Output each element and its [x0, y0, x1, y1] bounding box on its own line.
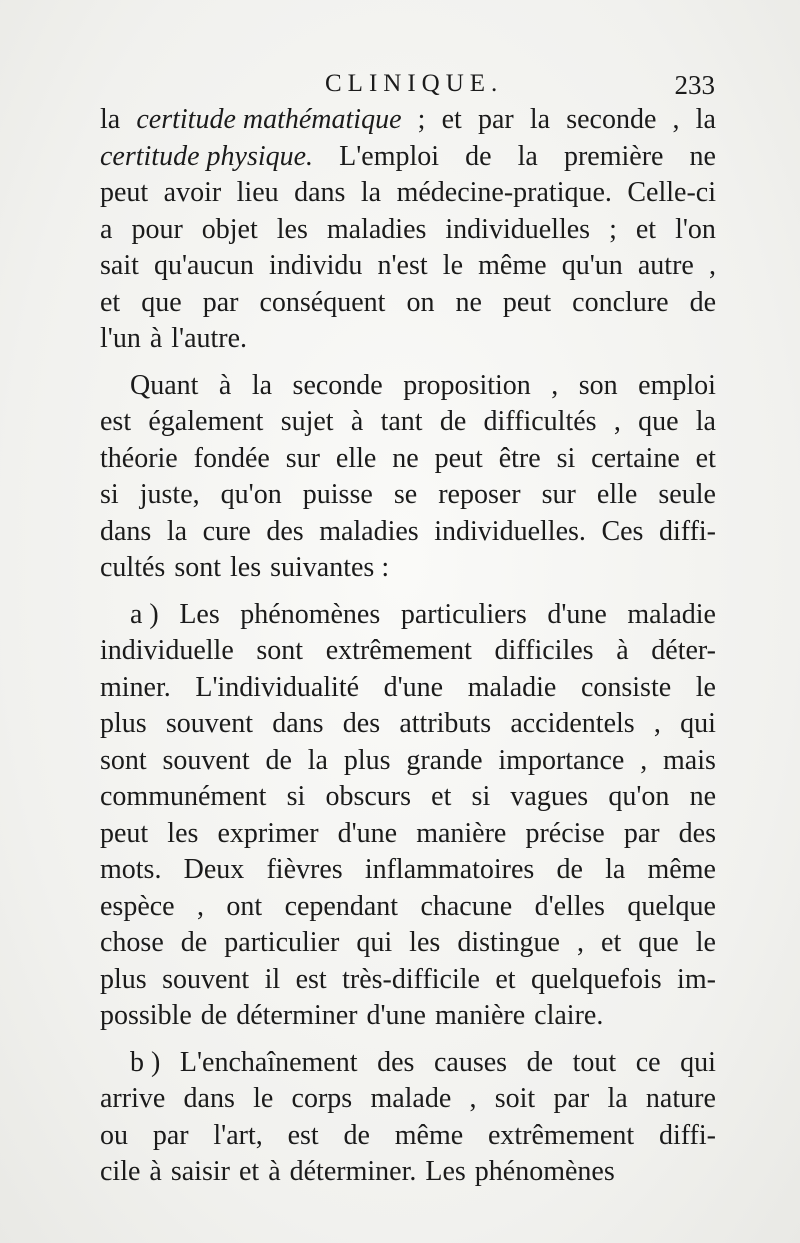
word: la: [307, 744, 328, 776]
word: accidentels: [510, 708, 635, 739]
word: souvent: [162, 963, 250, 995]
word: et: [495, 963, 516, 995]
word: de: [689, 286, 716, 318]
word: autre: [637, 250, 694, 281]
word: n'est: [377, 250, 428, 281]
word: ont: [226, 890, 263, 922]
text-line: [100, 633, 716, 670]
word: déter-: [651, 635, 716, 666]
word: soit: [494, 1083, 536, 1114]
text-line: [100, 1081, 716, 1118]
word: ,: [653, 708, 661, 739]
word: particulier: [224, 927, 340, 958]
word: également: [148, 406, 264, 437]
word: qui: [680, 708, 716, 739]
word: médecine-pratique.: [396, 177, 612, 208]
word: Les: [179, 598, 220, 630]
word: seule: [658, 479, 716, 510]
word: suivantes :: [270, 552, 390, 583]
word: fièvres: [266, 854, 343, 885]
word: si: [471, 781, 491, 812]
word: que: [638, 406, 679, 437]
word: dans: [272, 708, 324, 739]
word: de: [265, 744, 292, 776]
word: par: [202, 286, 239, 318]
word: et: [238, 1156, 260, 1187]
word: dans: [183, 1083, 235, 1114]
word: sait: [100, 250, 139, 281]
word: phénomènes: [240, 598, 381, 630]
text-line: [100, 1045, 716, 1082]
word: la: [166, 515, 188, 547]
text-line: [100, 477, 716, 514]
page-number: 233: [674, 70, 715, 100]
word: cultés: [100, 552, 166, 583]
word: maladies: [319, 515, 419, 547]
word: et: [441, 104, 462, 135]
word: de: [343, 1119, 370, 1151]
word: cure: [202, 515, 251, 547]
word: à: [616, 635, 629, 666]
text-line: [100, 175, 716, 212]
word: la: [517, 140, 538, 172]
word: maladie: [467, 671, 557, 703]
word: phénomènes: [474, 1156, 615, 1187]
word: Quant: [130, 369, 199, 401]
word: la: [100, 104, 121, 135]
word: souvent: [165, 708, 254, 739]
word: des: [342, 708, 381, 739]
word: par: [553, 1083, 590, 1114]
word: ,: [672, 104, 680, 135]
word: plus: [100, 963, 147, 995]
word: est: [295, 963, 327, 995]
word: Ces: [601, 515, 644, 547]
word: grande: [406, 744, 483, 776]
word: plus: [343, 744, 391, 776]
word: juste,: [139, 479, 200, 510]
word: ne: [392, 442, 419, 474]
word: qu'aucun: [154, 250, 254, 281]
word: déterminer: [236, 1000, 358, 1031]
word: peut: [502, 286, 552, 318]
text-line: [100, 102, 716, 139]
word: Deux: [183, 854, 245, 885]
word: et: [695, 442, 716, 474]
word: d'une: [366, 1000, 426, 1031]
text-line: [100, 441, 716, 478]
word: les: [230, 552, 262, 583]
word: l'art,: [213, 1119, 263, 1151]
text-line: [100, 962, 716, 999]
word: ne: [689, 781, 716, 812]
word: ,: [469, 1083, 477, 1114]
word: lieu: [236, 177, 279, 208]
word: ;: [417, 104, 426, 135]
word: le: [695, 927, 716, 958]
word: maladies: [326, 213, 427, 245]
word: se: [393, 479, 418, 510]
word: l'autre.: [171, 323, 248, 354]
word: chose: [100, 927, 164, 958]
word: quelque: [627, 890, 716, 922]
word: puisse: [302, 479, 373, 510]
word: que: [141, 286, 182, 318]
word: cependant: [284, 890, 399, 922]
word: individuelle: [100, 635, 234, 666]
word: b ): [130, 1046, 161, 1078]
word: si: [286, 781, 306, 812]
text-line: [100, 670, 716, 707]
word: Celle-ci: [627, 177, 716, 208]
body-text: [100, 102, 716, 1191]
word: être: [498, 442, 541, 474]
word: tant: [380, 406, 423, 437]
word: distingue: [457, 927, 560, 958]
text-line: [100, 1154, 716, 1191]
word: l'on: [675, 213, 716, 245]
word: objet: [201, 213, 258, 245]
word: le: [695, 671, 716, 703]
word: peut: [434, 442, 483, 474]
word: quelquefois: [531, 963, 662, 995]
text-line: [100, 779, 716, 816]
word: maladie: [627, 598, 716, 630]
word: même: [478, 250, 547, 281]
word: plus: [100, 708, 147, 739]
word: les: [276, 213, 308, 245]
word: ;: [609, 213, 617, 245]
word: la: [251, 369, 273, 401]
word: emploi: [638, 369, 716, 401]
word: des: [377, 1046, 415, 1078]
word: la: [695, 104, 716, 135]
word: ,: [551, 369, 559, 401]
word: exprimer: [217, 817, 319, 849]
text-line: [100, 139, 716, 176]
text-line: [100, 998, 716, 1035]
word: à: [218, 369, 232, 401]
word: malade: [370, 1083, 452, 1114]
text-line: [100, 550, 716, 587]
word: diffi-: [658, 515, 716, 547]
word: ,: [197, 890, 204, 922]
word: elle: [335, 442, 377, 474]
text-line: [100, 514, 716, 551]
word: peut: [100, 817, 149, 849]
word: possible: [100, 1000, 192, 1031]
word: sur: [541, 479, 576, 510]
word: qu'un: [561, 250, 623, 281]
word: L'enchaînement: [179, 1046, 358, 1078]
text-line: [100, 404, 716, 441]
word: sujet: [280, 406, 334, 437]
paragraph: [100, 597, 716, 1035]
word: sont: [256, 635, 304, 666]
word: que: [638, 927, 679, 958]
word: ,: [640, 744, 648, 776]
word: obscurs: [325, 781, 411, 812]
word: qui: [356, 927, 393, 958]
text-line: [100, 816, 716, 853]
word: certaine: [591, 442, 680, 474]
word: a: [100, 213, 113, 245]
word: ce: [635, 1046, 661, 1078]
word: peut: [100, 177, 149, 208]
word: fondée: [193, 442, 270, 474]
paragraph: [100, 1045, 716, 1191]
word: si: [100, 479, 119, 510]
word: et: [601, 927, 622, 958]
word: diffi-: [658, 1119, 716, 1151]
word: ne: [689, 140, 716, 172]
word: individuelles: [445, 213, 591, 245]
word: il: [264, 963, 281, 995]
word: si: [556, 442, 576, 474]
word: et: [635, 213, 657, 245]
word: de: [556, 854, 583, 885]
word: à: [268, 1156, 281, 1187]
word: est: [100, 406, 132, 437]
word: mots.: [100, 854, 162, 885]
word: dans: [294, 177, 346, 208]
word: mais: [663, 744, 716, 776]
word: saisir: [170, 1156, 230, 1187]
word: manière: [416, 817, 507, 849]
word: certitude mathématique: [136, 104, 402, 135]
word: les: [409, 927, 441, 958]
text-line: [100, 852, 716, 889]
word: de: [439, 406, 467, 437]
word: souvent: [162, 744, 250, 776]
word: im-: [677, 963, 716, 995]
text-line: [100, 743, 716, 780]
paragraph: [100, 102, 716, 358]
word: difficultés: [483, 406, 597, 437]
text-line: [100, 321, 716, 358]
paragraph-gap: [100, 358, 716, 368]
word: individuelles.: [434, 515, 586, 547]
word: même: [647, 854, 716, 885]
word: nature: [645, 1083, 716, 1114]
word: Les: [425, 1156, 466, 1187]
word: par: [152, 1119, 189, 1151]
text-line: [100, 925, 716, 962]
word: arrive: [100, 1083, 166, 1114]
word: sur: [285, 442, 320, 474]
word: le: [442, 250, 464, 281]
word: reposer: [438, 479, 521, 510]
word: de: [465, 140, 492, 172]
word: a ): [130, 598, 159, 630]
word: précise: [525, 817, 605, 849]
word: sont: [174, 552, 221, 583]
word: la: [605, 854, 626, 885]
word: manière: [434, 1000, 526, 1031]
word: L'emploi: [339, 140, 440, 172]
word: causes: [433, 1046, 508, 1078]
word: d'elles: [534, 890, 605, 922]
word: proposition: [403, 369, 531, 401]
word: consiste: [580, 671, 672, 703]
word: pour: [131, 213, 183, 245]
word: la: [607, 1083, 628, 1114]
word: dans: [100, 515, 152, 547]
word: est: [287, 1119, 319, 1151]
paragraph-gap: [100, 1035, 716, 1045]
word: avoir: [163, 177, 222, 208]
word: qu'on: [608, 781, 670, 812]
word: d'une: [547, 598, 607, 630]
word: chacune: [420, 890, 513, 922]
word: des: [678, 817, 716, 849]
text-line: [100, 597, 716, 634]
word: extrêmement: [487, 1119, 635, 1151]
word: à: [149, 323, 163, 354]
word: sont: [100, 744, 147, 776]
word: très-difficile: [342, 963, 480, 995]
word: de: [180, 927, 208, 958]
word: elle: [596, 479, 638, 510]
word: de: [526, 1046, 554, 1078]
word: des: [266, 515, 304, 547]
word: espèce: [100, 890, 175, 922]
word: la: [529, 104, 551, 135]
word: seconde: [566, 104, 657, 135]
word: et: [100, 286, 121, 318]
word: corps: [291, 1083, 353, 1114]
word: la: [695, 406, 716, 437]
text-line: [100, 285, 716, 322]
word: l'un: [100, 323, 141, 354]
word: ,: [708, 250, 716, 281]
word: inflammatoires: [364, 854, 535, 885]
text-line: [100, 212, 716, 249]
word: déterminer.: [289, 1156, 417, 1187]
word: conclure: [572, 286, 669, 318]
word: vagues: [510, 781, 589, 812]
word: de: [200, 1000, 228, 1031]
word: et: [431, 781, 452, 812]
word: ne: [455, 286, 482, 318]
word: communément: [100, 781, 267, 812]
word: première: [563, 140, 664, 172]
word: difficiles: [494, 635, 594, 666]
text-line: [100, 1118, 716, 1155]
word: même: [394, 1119, 464, 1151]
word: particuliers: [400, 598, 527, 630]
word: on: [406, 286, 435, 318]
word: qu'on: [220, 479, 282, 510]
word: cile: [100, 1156, 141, 1187]
paragraph-gap: [100, 587, 716, 597]
word: attributs: [399, 708, 492, 739]
word: le: [253, 1083, 274, 1114]
word: certitude physique.: [100, 140, 314, 172]
word: L'individualité: [195, 671, 360, 703]
word: conséquent: [259, 286, 386, 318]
word: théorie: [100, 442, 178, 474]
word: à: [350, 406, 364, 437]
text-line: [100, 248, 716, 285]
word: son: [578, 369, 618, 401]
word: seconde: [292, 369, 383, 401]
paragraph: [100, 368, 716, 587]
word: la: [360, 177, 382, 208]
word: qui: [680, 1046, 716, 1078]
text-line: [100, 368, 716, 405]
word: les: [167, 817, 199, 849]
text-line: [100, 889, 716, 926]
word: miner.: [100, 671, 171, 703]
word: ,: [577, 927, 585, 958]
word: ,: [613, 406, 621, 437]
word: individu: [269, 250, 363, 281]
text-line: [100, 706, 716, 743]
word: d'une: [337, 817, 398, 849]
word: tout: [572, 1046, 617, 1078]
word: ou: [100, 1119, 128, 1151]
word: importance: [498, 744, 625, 776]
word: extrêmement: [325, 635, 472, 666]
word: à: [149, 1156, 162, 1187]
running-title: CLINIQUE.: [325, 70, 504, 97]
word: claire.: [534, 1000, 604, 1031]
word: par: [623, 817, 660, 849]
word: par: [477, 104, 514, 135]
word: d'une: [383, 671, 444, 703]
